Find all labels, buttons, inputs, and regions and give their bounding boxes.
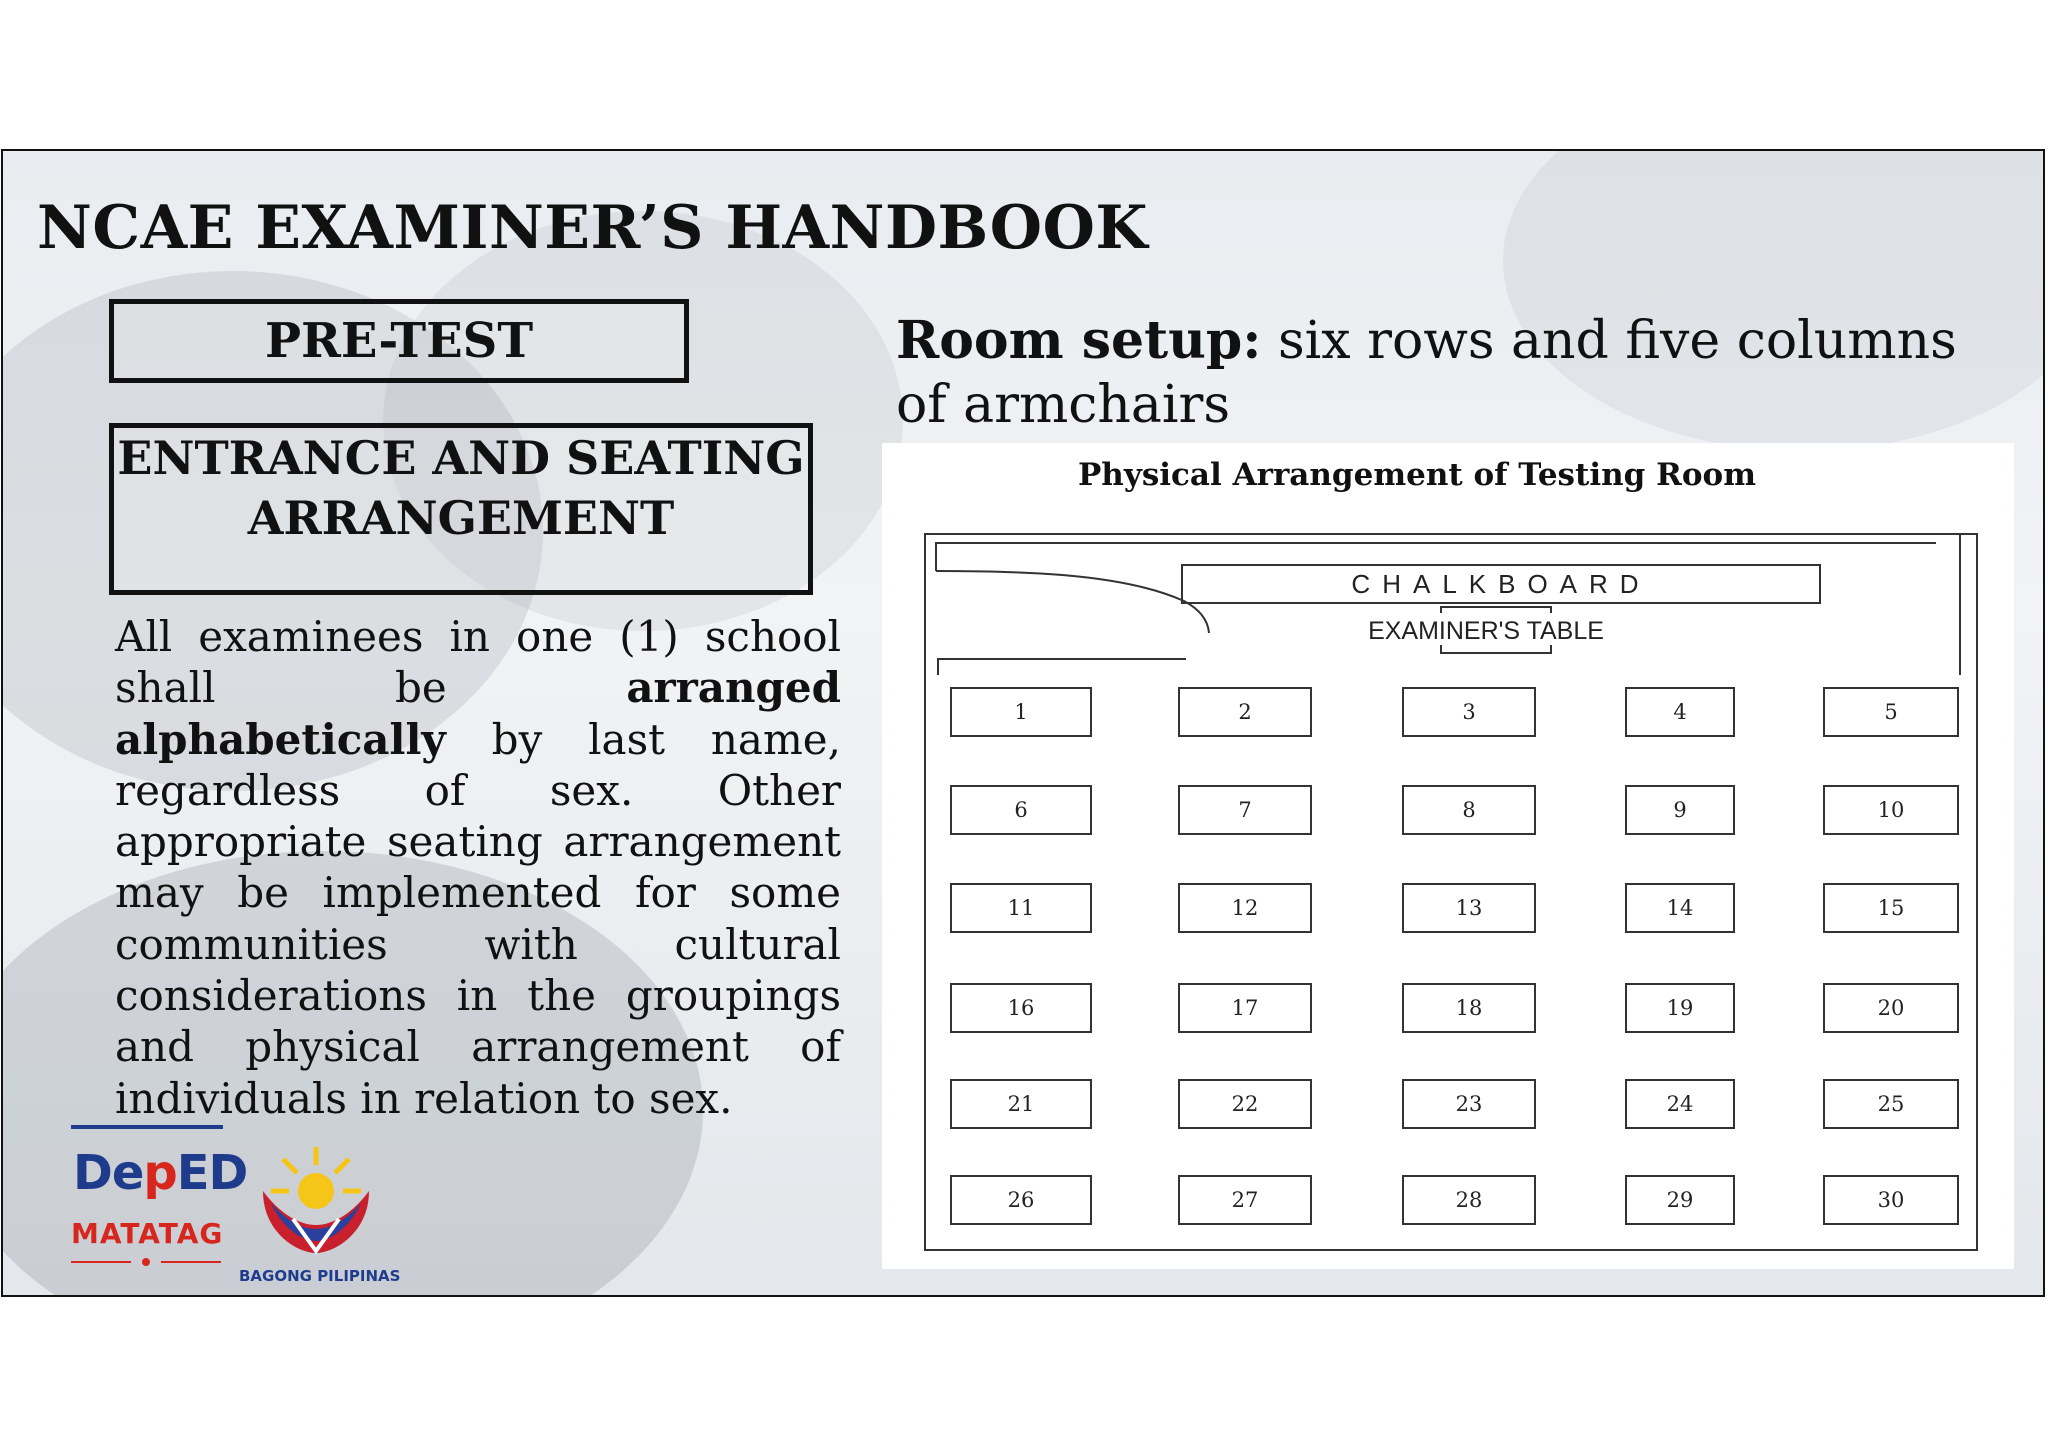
paragraph-text-1: All examinees in one (1) school shall be <box>115 612 841 713</box>
seat-3: 3 <box>1402 687 1536 737</box>
matatag-tagline-mark <box>71 1257 221 1267</box>
seat-9: 9 <box>1625 785 1735 835</box>
paragraph-emphasis: arranged alphabetically <box>115 663 841 764</box>
deped-top-rule <box>71 1125 223 1129</box>
body-paragraph <box>115 611 841 1124</box>
bagong-pilipinas-label: BAGONG PILIPINAS <box>239 1267 401 1285</box>
matatag-logo: MATATAG <box>71 1217 224 1250</box>
seat-18: 18 <box>1402 983 1536 1033</box>
seat-7: 7 <box>1178 785 1312 835</box>
seat-10: 10 <box>1823 785 1959 835</box>
seat-28: 28 <box>1402 1175 1536 1225</box>
seat-6: 6 <box>950 785 1092 835</box>
seat-1: 1 <box>950 687 1092 737</box>
seat-8: 8 <box>1402 785 1536 835</box>
seat-11: 11 <box>950 883 1092 933</box>
pre-test-box: PRE-TEST <box>109 299 689 383</box>
seat-22: 22 <box>1178 1079 1312 1129</box>
seat-14: 14 <box>1625 883 1735 933</box>
seat-17: 17 <box>1178 983 1312 1033</box>
seat-27: 27 <box>1178 1175 1312 1225</box>
door-curve <box>926 535 1980 675</box>
seat-13: 13 <box>1402 883 1536 933</box>
room-setup-description: six rows and five columns of armchairs <box>896 311 1957 435</box>
footer-logos <box>67 1123 407 1293</box>
seat-20: 20 <box>1823 983 1959 1033</box>
room-outline <box>924 533 1978 1251</box>
seat-12: 12 <box>1178 883 1312 933</box>
chalkboard: CHALKBOARD <box>1181 564 1821 604</box>
seat-19: 19 <box>1625 983 1735 1033</box>
page-title: NCAE EXAMINER’S HANDBOOK <box>37 193 1148 263</box>
seat-16: 16 <box>950 983 1092 1033</box>
examiners-table-label: EXAMINER'S TABLE <box>1368 617 1604 645</box>
seat-21: 21 <box>950 1079 1092 1129</box>
seat-23: 23 <box>1402 1079 1536 1129</box>
bagong-pilipinas-logo-icon <box>253 1133 379 1259</box>
diagram-title: Physical Arrangement of Testing Room <box>1077 457 1757 493</box>
seat-15: 15 <box>1823 883 1959 933</box>
room-setup-text <box>896 309 1996 437</box>
seat-24: 24 <box>1625 1079 1735 1129</box>
entrance-seating-box: ENTRANCE AND SEATING ARRANGEMENT <box>109 423 813 595</box>
paragraph-text-2: by last name, regardless of sex. Other appropriate seating arrangement may be implemented for some communities with cultural considerations in the groupings and physical arrangement of individuals in relation to sex. <box>115 714 841 1123</box>
slide <box>1 149 2045 1297</box>
seat-25: 25 <box>1823 1079 1959 1129</box>
room-diagram <box>882 443 2014 1269</box>
seat-5: 5 <box>1823 687 1959 737</box>
seat-30: 30 <box>1823 1175 1959 1225</box>
deped-logo: DepED <box>73 1145 248 1201</box>
room-setup-label: Room setup: <box>896 310 1262 371</box>
seat-2: 2 <box>1178 687 1312 737</box>
seat-29: 29 <box>1625 1175 1735 1225</box>
seat-4: 4 <box>1625 687 1735 737</box>
seat-26: 26 <box>950 1175 1092 1225</box>
